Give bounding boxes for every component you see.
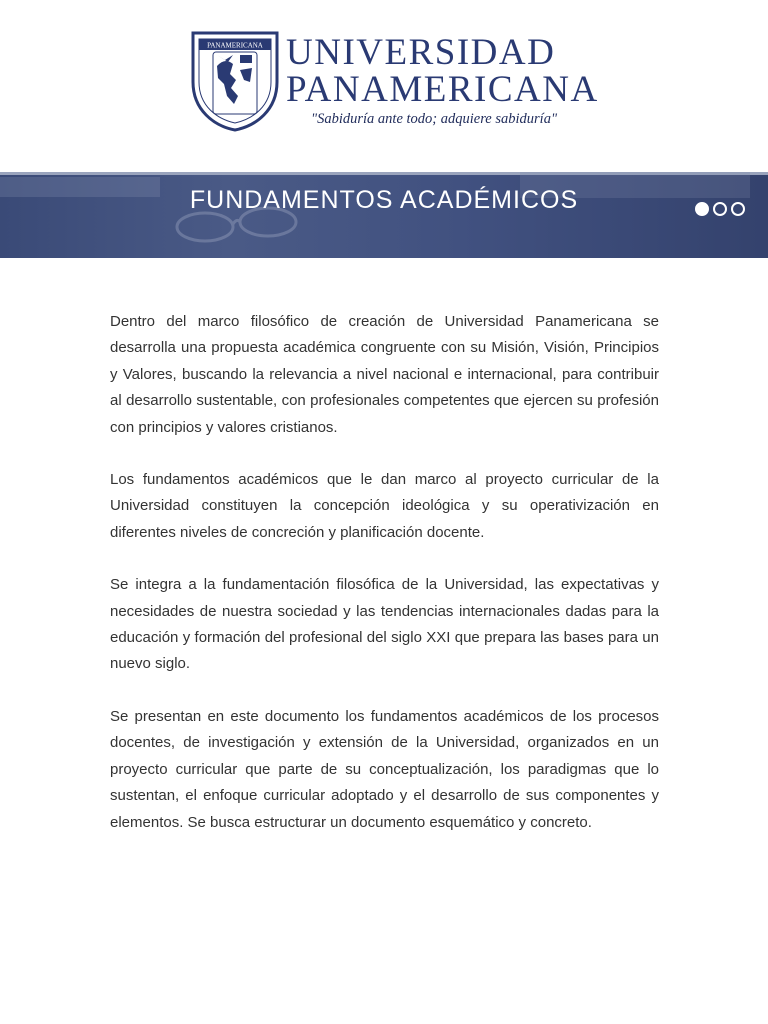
page-title: FUNDAMENTOS ACADÉMICOS: [189, 186, 579, 214]
wordmark-line-2: PANAMERICANA: [286, 69, 599, 110]
banner-background-image: [0, 172, 768, 258]
wordmark-line-1: UNIVERSIDAD: [286, 32, 556, 73]
paragraph: Se presentan en este documento los fundamentos académicos de los procesos docentes, de investigación y extensión de la Universidad, organizados en un proyecto curricular que parte de su conceptualización, los paradigmas que lo sustentan, el enfoque curricular adoptado y el desarrollo de sus componentes y elementos. Se busca estructurar un documento esquemático y concreto.: [110, 707, 659, 831]
section-banner: [0, 172, 768, 258]
pager-dot-2[interactable]: [713, 202, 727, 216]
paragraph: Dentro del marco filosófico de creación de Universidad Panamericana se desarrolla una propuesta académica congruente con su Misión, Visión, Principios y Valores, buscando la relevancia a nivel nacional e internacional, para contribuir al desarrollo sustentable, con profesionales competentes que ejercen su profesión con principios y valores cristianos.: [110, 313, 659, 436]
pager-dot-3[interactable]: [731, 202, 745, 216]
slide-pager: [695, 202, 745, 216]
paragraph: Se integra a la fundamentación filosófica de la Universidad, las expectativas y necesidades de nuestra sociedad y las tendencias internacionales dadas para la educación y formación del profesional del siglo XXI que prepara las bases para un nuevo siglo.: [110, 576, 659, 673]
pager-dot-1[interactable]: [695, 202, 709, 216]
university-motto: "Sabiduría ante todo; adquiere sabiduría": [311, 111, 558, 127]
crest-top-text: PANAMERICANA: [207, 41, 263, 50]
paragraph: Los fundamentos académicos que le dan marco al proyecto curricular de la Universidad constituyen la concepción ideológica y su operativización en diferentes niveles de concreción y planificación docente.: [110, 471, 659, 541]
main-content: [110, 309, 659, 862]
wordmark: [286, 34, 599, 128]
university-logo: [190, 30, 599, 134]
university-crest-icon: [190, 30, 280, 132]
